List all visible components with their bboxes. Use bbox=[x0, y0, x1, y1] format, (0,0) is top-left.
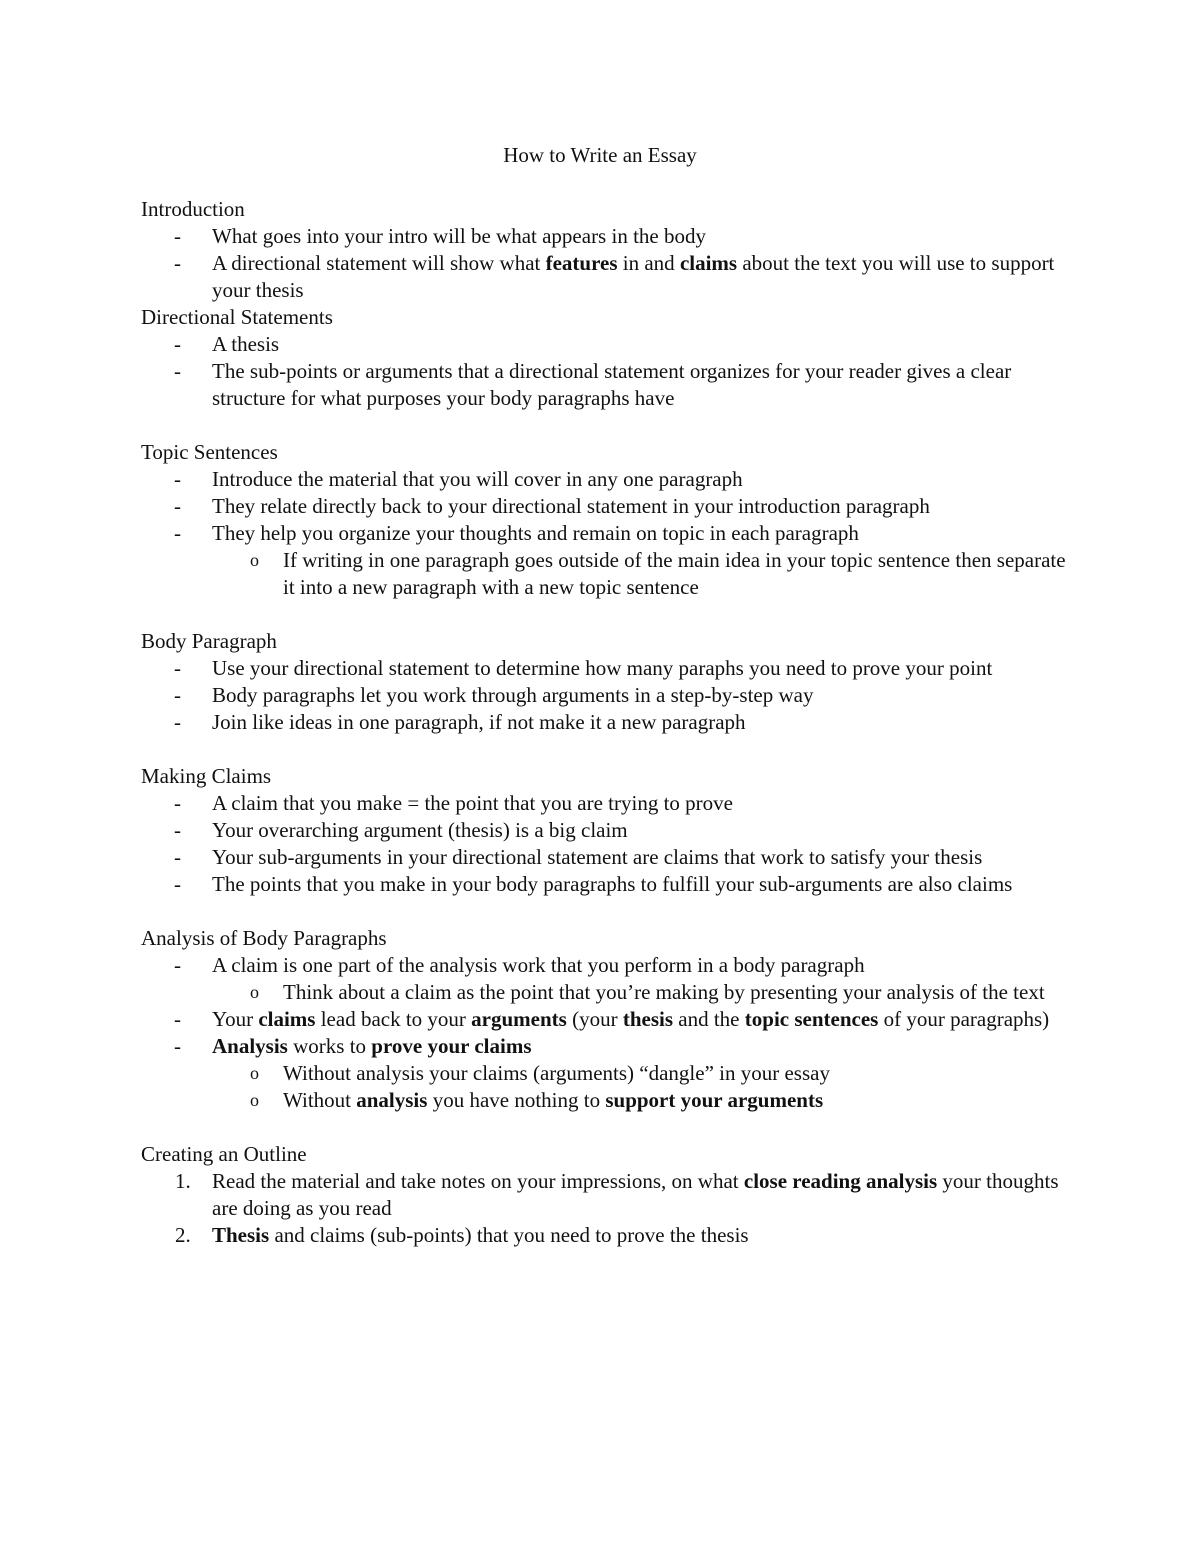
dash-bullet-icon: - bbox=[174, 359, 181, 383]
item-text bbox=[212, 1223, 749, 1247]
bullet-item bbox=[141, 331, 1071, 358]
item-text bbox=[212, 224, 706, 248]
item-text bbox=[212, 494, 930, 518]
section bbox=[141, 898, 1071, 1114]
section-heading: Creating an Outline bbox=[141, 1142, 307, 1166]
item-text bbox=[212, 791, 733, 815]
section-heading: Body Paragraph bbox=[141, 629, 277, 653]
sub-bullet-item bbox=[141, 547, 1071, 601]
dash-bullet-icon: - bbox=[174, 251, 181, 275]
item-text bbox=[283, 1061, 830, 1085]
bold-text: thesis bbox=[622, 1007, 674, 1031]
bullet-item bbox=[141, 709, 1071, 736]
text-run: of your paragraphs) bbox=[878, 1007, 1050, 1031]
bold-text: arguments bbox=[471, 1007, 567, 1031]
section-spacer bbox=[141, 1114, 1071, 1141]
text-run: Your bbox=[212, 1007, 259, 1031]
bullet-item bbox=[141, 1006, 1071, 1033]
list-number: 2. bbox=[175, 1223, 191, 1247]
sub-bullet-item bbox=[141, 979, 1071, 1006]
text-run: Without analysis your claims (arguments) “dangle” in your essay bbox=[283, 1061, 830, 1085]
bullet-item bbox=[141, 790, 1071, 817]
text-run: you have nothing to bbox=[427, 1088, 606, 1112]
section bbox=[141, 736, 1071, 898]
text-run: The sub-points or arguments that a directional statement organizes for your reader gives a clear structure for what purposes your body paragraphs have bbox=[212, 359, 1012, 410]
bold-text: features bbox=[545, 251, 618, 275]
list-number: 1. bbox=[175, 1169, 191, 1193]
bullet-item bbox=[141, 520, 1071, 547]
section bbox=[141, 196, 1071, 304]
item-text bbox=[212, 656, 992, 680]
bold-text: Analysis bbox=[212, 1034, 288, 1058]
dash-bullet-icon: - bbox=[174, 1007, 181, 1031]
section-spacer bbox=[141, 412, 1071, 439]
item-text bbox=[212, 1034, 532, 1058]
bullet-item bbox=[141, 844, 1071, 871]
bold-text: claims bbox=[258, 1007, 316, 1031]
bullet-item bbox=[141, 223, 1071, 250]
section-heading: Directional Statements bbox=[141, 305, 333, 329]
section-heading: Making Claims bbox=[141, 764, 272, 788]
text-run: Use your directional statement to determine how many paraphs you need to prove your point bbox=[212, 656, 993, 680]
item-text bbox=[212, 845, 982, 869]
bold-text: topic sentences bbox=[744, 1007, 879, 1031]
dash-bullet-icon: - bbox=[174, 1034, 181, 1058]
text-run: What goes into your intro will be what appears in the body bbox=[212, 224, 706, 248]
bullet-item bbox=[141, 682, 1071, 709]
bullet-item bbox=[141, 817, 1071, 844]
section bbox=[141, 601, 1071, 736]
section-spacer bbox=[141, 898, 1071, 925]
section-heading: Introduction bbox=[141, 197, 245, 221]
item-text bbox=[212, 710, 746, 734]
dash-bullet-icon: - bbox=[174, 494, 181, 518]
section-heading: Analysis of Body Paragraphs bbox=[141, 926, 387, 950]
bold-text: analysis bbox=[356, 1088, 428, 1112]
text-run: lead back to your bbox=[315, 1007, 472, 1031]
item-text bbox=[212, 953, 865, 977]
section-spacer bbox=[141, 601, 1071, 628]
text-run: about the text you will use to support your thesis bbox=[212, 251, 1055, 302]
text-run: works to bbox=[287, 1034, 372, 1058]
item-text bbox=[212, 251, 1054, 302]
item-text bbox=[283, 1088, 823, 1112]
circle-bullet-icon: o bbox=[250, 1090, 259, 1110]
dash-bullet-icon: - bbox=[174, 872, 181, 896]
document-title: How to Write an Essay bbox=[503, 143, 697, 167]
text-run: and the bbox=[673, 1007, 745, 1031]
item-text bbox=[212, 818, 628, 842]
bullet-item bbox=[141, 952, 1071, 979]
item-text bbox=[283, 980, 1045, 1004]
bold-text: prove your claims bbox=[371, 1034, 532, 1058]
bold-text: support your arguments bbox=[605, 1088, 824, 1112]
text-run: and claims (sub-points) that you need to prove the thesis bbox=[269, 1223, 749, 1247]
section bbox=[141, 1114, 1071, 1249]
sub-bullet-item bbox=[141, 1087, 1071, 1114]
bullet-item bbox=[141, 358, 1071, 412]
dash-bullet-icon: - bbox=[174, 656, 181, 680]
dash-bullet-icon: - bbox=[174, 521, 181, 545]
bold-text: Thesis bbox=[212, 1223, 270, 1247]
dash-bullet-icon: - bbox=[174, 332, 181, 356]
dash-bullet-icon: - bbox=[174, 818, 181, 842]
bold-text: claims bbox=[679, 251, 738, 275]
text-run: Join like ideas in one paragraph, if not make it a new paragraph bbox=[212, 710, 746, 734]
section bbox=[141, 412, 1071, 601]
item-text bbox=[212, 467, 743, 491]
text-run: your thoughts are doing as you read bbox=[212, 1169, 1059, 1220]
text-run: They help you organize your thoughts and remain on topic in each paragraph bbox=[212, 521, 859, 545]
numbered-item bbox=[141, 1168, 1071, 1222]
text-run: Your overarching argument (thesis) is a big claim bbox=[212, 818, 628, 842]
bullet-item bbox=[141, 655, 1071, 682]
text-run: Think about a claim as the point that you’re making by presenting your analysis of the text bbox=[283, 980, 1045, 1004]
text-run: If writing in one paragraph goes outside of the main idea in your topic sentence then separate it into a new paragraph with a new topic sentence bbox=[283, 548, 1066, 599]
text-run: A claim that you make = the point that you are trying to prove bbox=[212, 791, 733, 815]
text-run: A directional statement will show what bbox=[212, 251, 546, 275]
item-text bbox=[212, 1169, 1059, 1220]
dash-bullet-icon: - bbox=[174, 467, 181, 491]
item-text bbox=[283, 548, 1066, 599]
dash-bullet-icon: - bbox=[174, 791, 181, 815]
item-text bbox=[212, 359, 1011, 410]
dash-bullet-icon: - bbox=[174, 845, 181, 869]
circle-bullet-icon: o bbox=[250, 550, 259, 570]
bold-text: close reading analysis bbox=[743, 1169, 938, 1193]
item-text bbox=[212, 683, 813, 707]
bullet-item bbox=[141, 871, 1071, 898]
circle-bullet-icon: o bbox=[250, 1063, 259, 1083]
text-run: They relate directly back to your directional statement in your introduction paragraph bbox=[212, 494, 930, 518]
section-heading: Topic Sentences bbox=[141, 440, 278, 464]
item-text bbox=[212, 332, 279, 356]
text-run: A thesis bbox=[212, 332, 280, 356]
bullet-item bbox=[141, 250, 1071, 304]
dash-bullet-icon: - bbox=[174, 710, 181, 734]
dash-bullet-icon: - bbox=[174, 953, 181, 977]
text-run: A claim is one part of the analysis work that you perform in a body paragraph bbox=[212, 953, 865, 977]
text-run: Introduce the material that you will cover in any one paragraph bbox=[212, 467, 743, 491]
sub-bullet-item bbox=[141, 1060, 1071, 1087]
item-text bbox=[212, 1007, 1049, 1031]
text-run: Without bbox=[283, 1088, 357, 1112]
text-run: Body paragraphs let you work through arguments in a step-by-step way bbox=[212, 683, 814, 707]
text-run: The points that you make in your body paragraphs to fulfill your sub-arguments are also claims bbox=[212, 872, 1013, 896]
text-run: in and bbox=[617, 251, 680, 275]
section-spacer bbox=[141, 736, 1071, 763]
text-run: Read the material and take notes on your impressions, on what bbox=[212, 1169, 744, 1193]
bullet-item bbox=[141, 466, 1071, 493]
section bbox=[141, 304, 1071, 412]
item-text bbox=[212, 521, 859, 545]
item-text bbox=[212, 872, 1012, 896]
text-run: Your sub-arguments in your directional statement are claims that work to satisfy your thesis bbox=[212, 845, 983, 869]
document-body bbox=[141, 196, 1071, 1249]
text-run: (your bbox=[566, 1007, 623, 1031]
circle-bullet-icon: o bbox=[250, 982, 259, 1002]
numbered-item bbox=[141, 1222, 1071, 1249]
bullet-item bbox=[141, 493, 1071, 520]
dash-bullet-icon: - bbox=[174, 683, 181, 707]
bullet-item bbox=[141, 1033, 1071, 1060]
dash-bullet-icon: - bbox=[174, 224, 181, 248]
